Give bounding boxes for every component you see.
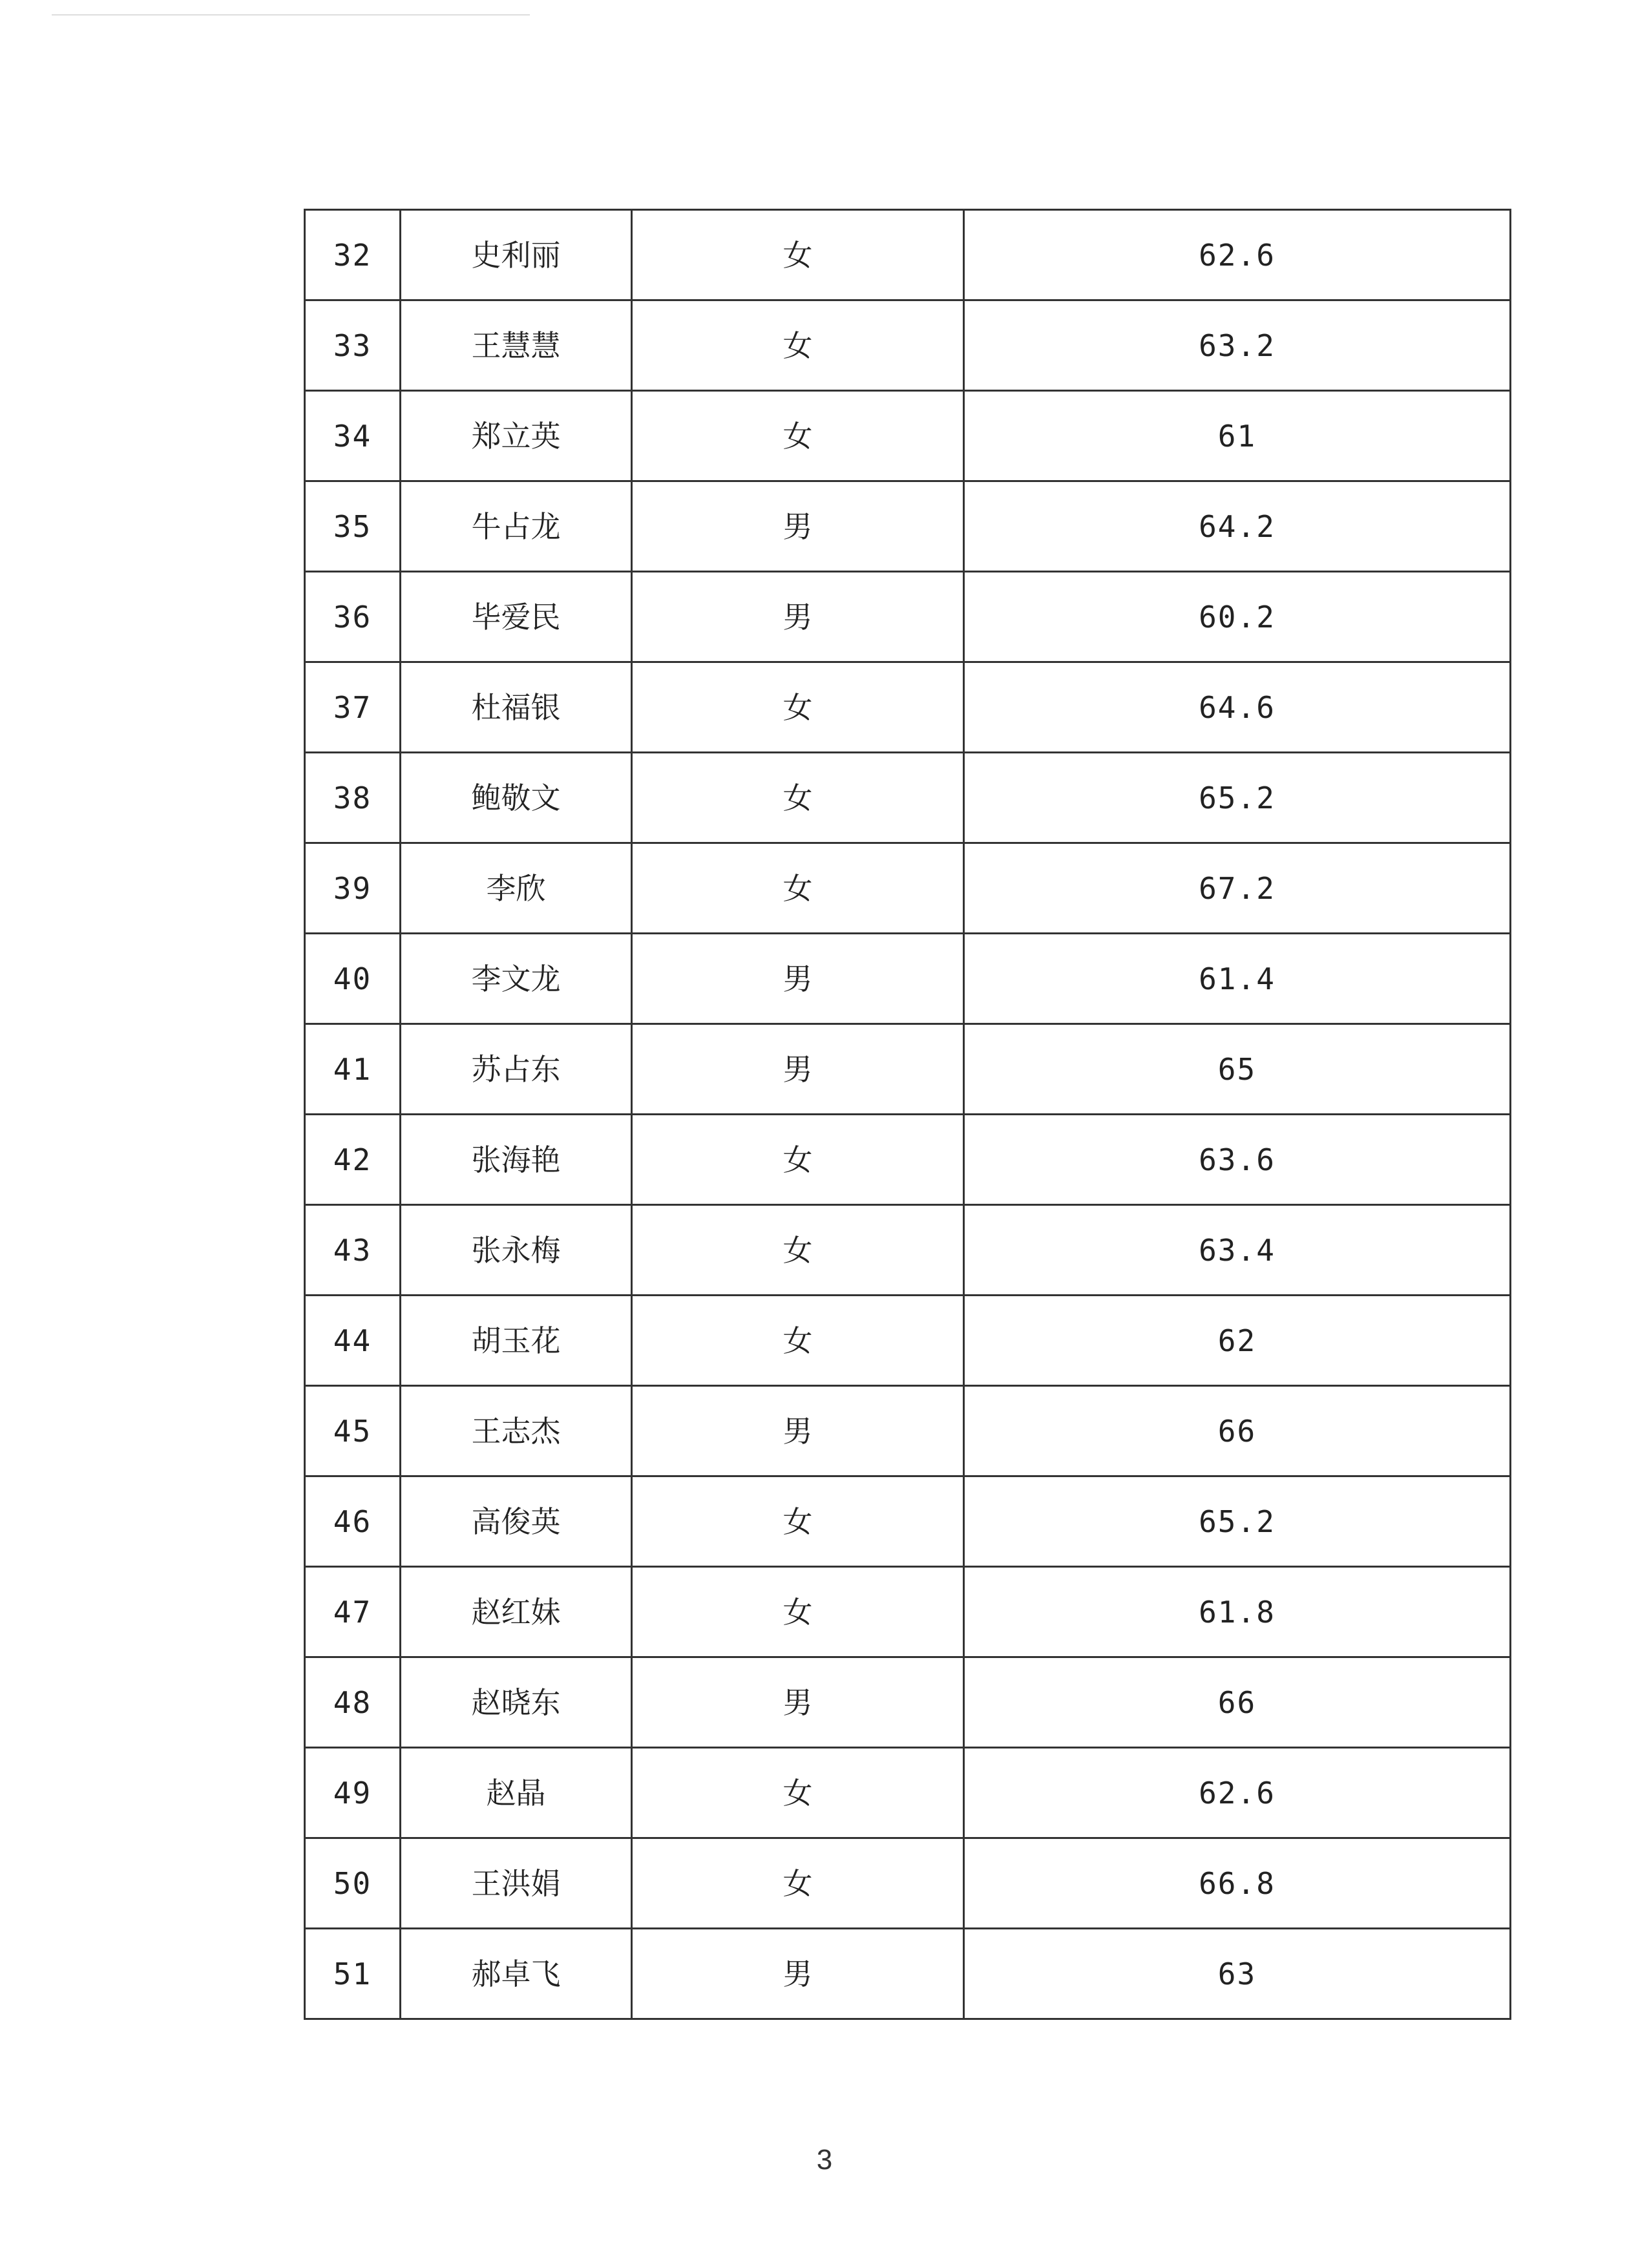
row-score-cell: 65.2 xyxy=(964,753,1511,843)
row-index-cell: 34 xyxy=(305,391,401,481)
row-score-cell: 64.6 xyxy=(964,662,1511,753)
table-row xyxy=(305,1115,1511,1205)
table-row xyxy=(305,1657,1511,1748)
table-row xyxy=(305,1748,1511,1838)
row-name-cell: 毕爱民 xyxy=(401,572,632,662)
row-gender-cell: 女 xyxy=(632,753,964,843)
row-index-cell: 39 xyxy=(305,843,401,934)
row-gender-cell: 男 xyxy=(632,572,964,662)
table-row xyxy=(305,481,1511,572)
row-score-cell: 63.4 xyxy=(964,1205,1511,1296)
row-name-cell: 赵红妹 xyxy=(401,1567,632,1657)
row-gender-cell: 男 xyxy=(632,1024,964,1115)
row-score-cell: 65.2 xyxy=(964,1476,1511,1567)
row-name-cell: 李欣 xyxy=(401,843,632,934)
score-table-body xyxy=(305,210,1511,2019)
row-name-cell: 王慧慧 xyxy=(401,300,632,391)
row-gender-cell: 女 xyxy=(632,1838,964,1929)
row-gender-cell: 女 xyxy=(632,300,964,391)
table-row xyxy=(305,934,1511,1024)
row-gender-cell: 男 xyxy=(632,934,964,1024)
table-row xyxy=(305,1929,1511,2019)
row-gender-cell: 女 xyxy=(632,843,964,934)
table-row xyxy=(305,662,1511,753)
table-row xyxy=(305,300,1511,391)
score-table xyxy=(304,209,1511,2020)
row-index-cell: 32 xyxy=(305,210,401,300)
row-gender-cell: 男 xyxy=(632,1386,964,1476)
row-name-cell: 郝卓飞 xyxy=(401,1929,632,2019)
table-row xyxy=(305,753,1511,843)
table-row xyxy=(305,1205,1511,1296)
table-row xyxy=(305,1024,1511,1115)
row-name-cell: 史利丽 xyxy=(401,210,632,300)
row-score-cell: 62 xyxy=(964,1296,1511,1386)
table-row xyxy=(305,1296,1511,1386)
row-name-cell: 赵晶 xyxy=(401,1748,632,1838)
row-score-cell: 61.8 xyxy=(964,1567,1511,1657)
row-score-cell: 61 xyxy=(964,391,1511,481)
row-index-cell: 50 xyxy=(305,1838,401,1929)
row-index-cell: 46 xyxy=(305,1476,401,1567)
table-row xyxy=(305,391,1511,481)
page-number: 3 xyxy=(816,2144,833,2176)
row-name-cell: 李文龙 xyxy=(401,934,632,1024)
row-index-cell: 43 xyxy=(305,1205,401,1296)
row-score-cell: 64.2 xyxy=(964,481,1511,572)
row-score-cell: 61.4 xyxy=(964,934,1511,1024)
row-gender-cell: 女 xyxy=(632,1115,964,1205)
row-index-cell: 33 xyxy=(305,300,401,391)
row-score-cell: 63.2 xyxy=(964,300,1511,391)
row-index-cell: 47 xyxy=(305,1567,401,1657)
table-row xyxy=(305,1567,1511,1657)
row-index-cell: 51 xyxy=(305,1929,401,2019)
row-score-cell: 62.6 xyxy=(964,1748,1511,1838)
row-index-cell: 38 xyxy=(305,753,401,843)
row-name-cell: 张永梅 xyxy=(401,1205,632,1296)
row-gender-cell: 女 xyxy=(632,1296,964,1386)
row-gender-cell: 女 xyxy=(632,1748,964,1838)
row-name-cell: 赵晓东 xyxy=(401,1657,632,1748)
row-index-cell: 42 xyxy=(305,1115,401,1205)
row-gender-cell: 男 xyxy=(632,1657,964,1748)
row-gender-cell: 女 xyxy=(632,1205,964,1296)
row-index-cell: 40 xyxy=(305,934,401,1024)
row-index-cell: 41 xyxy=(305,1024,401,1115)
row-name-cell: 胡玉花 xyxy=(401,1296,632,1386)
table-row xyxy=(305,1476,1511,1567)
row-score-cell: 63 xyxy=(964,1929,1511,2019)
row-gender-cell: 女 xyxy=(632,1567,964,1657)
table-row xyxy=(305,843,1511,934)
row-index-cell: 49 xyxy=(305,1748,401,1838)
table-row xyxy=(305,210,1511,300)
row-gender-cell: 女 xyxy=(632,662,964,753)
table-row xyxy=(305,572,1511,662)
row-index-cell: 45 xyxy=(305,1386,401,1476)
row-index-cell: 44 xyxy=(305,1296,401,1386)
row-name-cell: 张海艳 xyxy=(401,1115,632,1205)
row-index-cell: 37 xyxy=(305,662,401,753)
row-score-cell: 60.2 xyxy=(964,572,1511,662)
row-gender-cell: 男 xyxy=(632,1929,964,2019)
row-gender-cell: 男 xyxy=(632,481,964,572)
row-index-cell: 35 xyxy=(305,481,401,572)
row-name-cell: 高俊英 xyxy=(401,1476,632,1567)
row-score-cell: 67.2 xyxy=(964,843,1511,934)
row-gender-cell: 女 xyxy=(632,1476,964,1567)
row-name-cell: 鲍敬文 xyxy=(401,753,632,843)
row-index-cell: 48 xyxy=(305,1657,401,1748)
row-gender-cell: 女 xyxy=(632,391,964,481)
row-score-cell: 66 xyxy=(964,1386,1511,1476)
scan-edge-mark xyxy=(52,14,530,16)
row-name-cell: 牛占龙 xyxy=(401,481,632,572)
row-name-cell: 王志杰 xyxy=(401,1386,632,1476)
table-row xyxy=(305,1838,1511,1929)
row-name-cell: 杜福银 xyxy=(401,662,632,753)
row-name-cell: 郑立英 xyxy=(401,391,632,481)
row-gender-cell: 女 xyxy=(632,210,964,300)
row-score-cell: 62.6 xyxy=(964,210,1511,300)
row-score-cell: 65 xyxy=(964,1024,1511,1115)
row-index-cell: 36 xyxy=(305,572,401,662)
row-name-cell: 王洪娟 xyxy=(401,1838,632,1929)
row-score-cell: 63.6 xyxy=(964,1115,1511,1205)
table-row xyxy=(305,1386,1511,1476)
row-name-cell: 苏占东 xyxy=(401,1024,632,1115)
row-score-cell: 66 xyxy=(964,1657,1511,1748)
row-score-cell: 66.8 xyxy=(964,1838,1511,1929)
